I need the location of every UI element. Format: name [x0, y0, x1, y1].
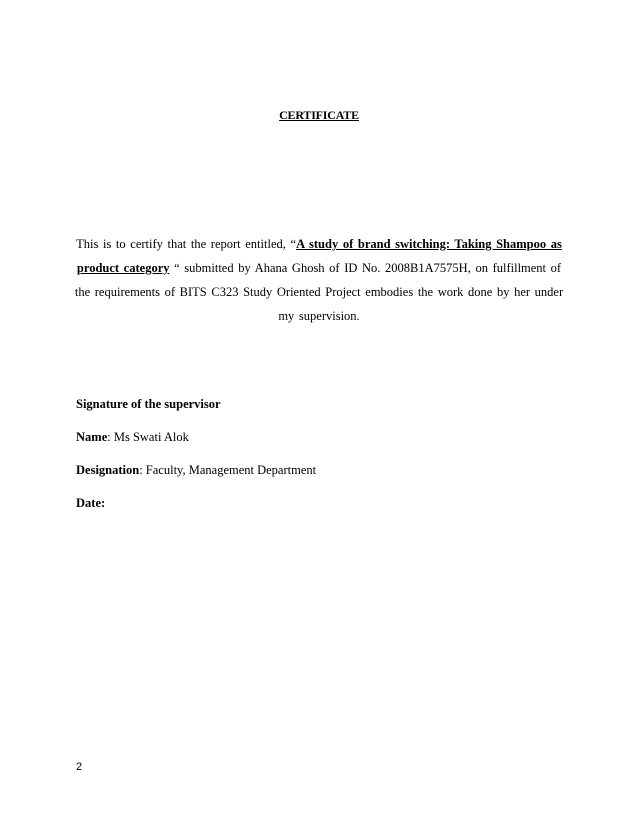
statement-rest: “ submitted by Ahana Ghosh of ID No. 2008B1A7575H, on fulfillment of the requirements of BITS C323 Study Oriented Project embodies the work done by her under my supervision.: [74, 261, 564, 323]
signature-line: [76, 397, 221, 412]
designation-value: : Faculty, Management Department: [139, 463, 317, 477]
designation-line: [76, 463, 316, 478]
designation-label: Designation: [76, 463, 140, 477]
date-line: [76, 496, 105, 511]
page-number: 2: [76, 761, 83, 773]
open-quote: “: [290, 237, 297, 251]
statement-intro: This is to certify that the report entitled,: [76, 237, 291, 251]
signature-label: Signature of the supervisor: [76, 397, 221, 411]
name-line: [76, 430, 189, 445]
certificate-statement: [72, 232, 566, 328]
name-value: : Ms Swati Alok: [107, 430, 189, 444]
date-label: Date:: [76, 496, 106, 510]
certificate-title: CERTIFICATE: [279, 108, 359, 122]
report-title: A study of brand switching: Taking Shampoo as product category: [76, 237, 562, 275]
name-label: Name: [76, 430, 108, 444]
